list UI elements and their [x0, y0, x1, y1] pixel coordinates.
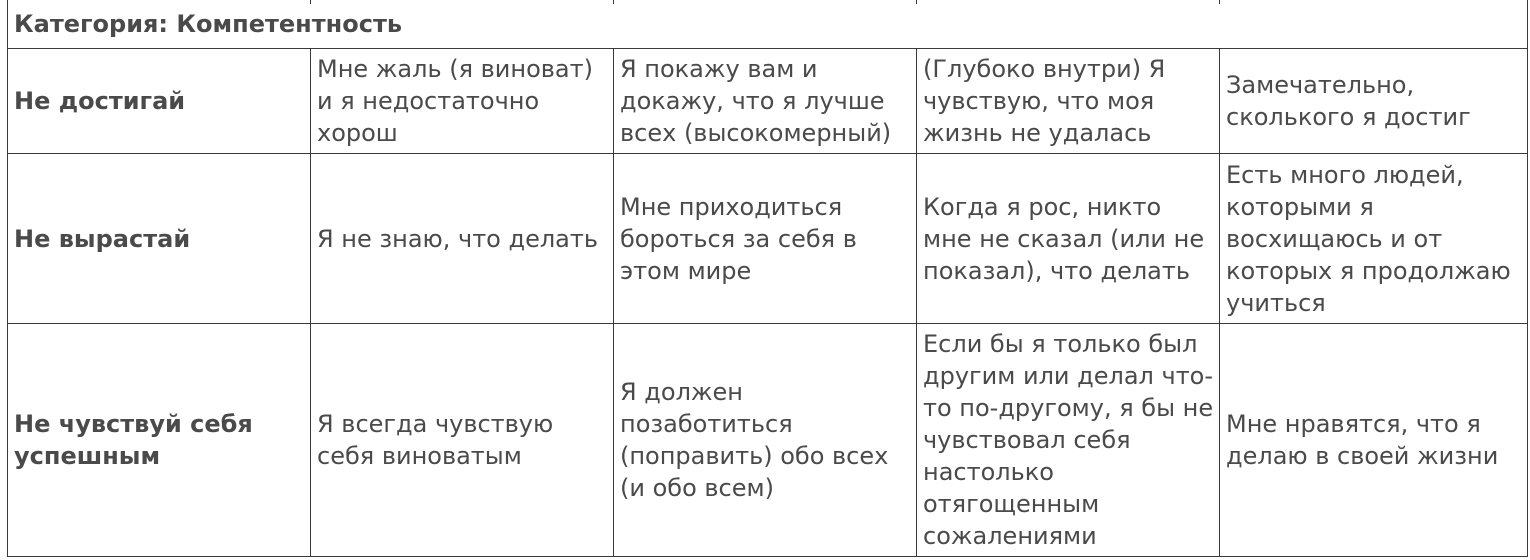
- row-lead-label: Не чувствуй себя успешным: [8, 324, 311, 557]
- table-row: [8, 49, 1528, 154]
- border-stub: [1219, 0, 1220, 4]
- table-cell: Мне приходиться бороться за себя в этом мире: [614, 154, 917, 324]
- border-stub: [613, 0, 614, 4]
- table-cell: Я покажу вам и докажу, что я лучше всех (высокомерный): [614, 49, 917, 154]
- category-row: [8, 0, 1528, 49]
- table-cell: Мне нравятся, что я делаю в своей жизни: [1220, 324, 1528, 557]
- table-cell: Есть много людей, которыми я восхищаюсь и от которых я продолжаю учиться: [1220, 154, 1528, 324]
- table-row: [8, 154, 1528, 324]
- table-cell: Я всегда чувствую себя виноватым: [311, 324, 614, 557]
- border-stub: [916, 0, 917, 4]
- table-cell: Когда я рос, никто мне не сказал (или не показал), что делать: [917, 154, 1220, 324]
- row-lead-label: Не достигай: [8, 49, 311, 154]
- table-cell: Мне жаль (я виноват) и я недостаточно хорош: [311, 49, 614, 154]
- table-cell: Если бы я только был другим или делал что-то по-другому, я бы не чувствовал себя настолько отягощенным сожалениями: [917, 324, 1220, 557]
- row-lead-label: Не вырастай: [8, 154, 311, 324]
- table-cell: Я должен позаботиться (поправить) обо всех (и обо всем): [614, 324, 917, 557]
- competence-table: [7, 0, 1528, 557]
- table-cell: Замечательно, сколького я достиг: [1220, 49, 1528, 154]
- category-cell: Категория: Компетентность: [8, 0, 1528, 49]
- border-stub: [310, 0, 311, 4]
- table-cell: (Глубоко внутри) Я чувствую, что моя жизнь не удалась: [917, 49, 1220, 154]
- table-row: [8, 324, 1528, 557]
- competence-table-wrapper: [7, 0, 1527, 556]
- table-cell: Я не знаю, что делать: [311, 154, 614, 324]
